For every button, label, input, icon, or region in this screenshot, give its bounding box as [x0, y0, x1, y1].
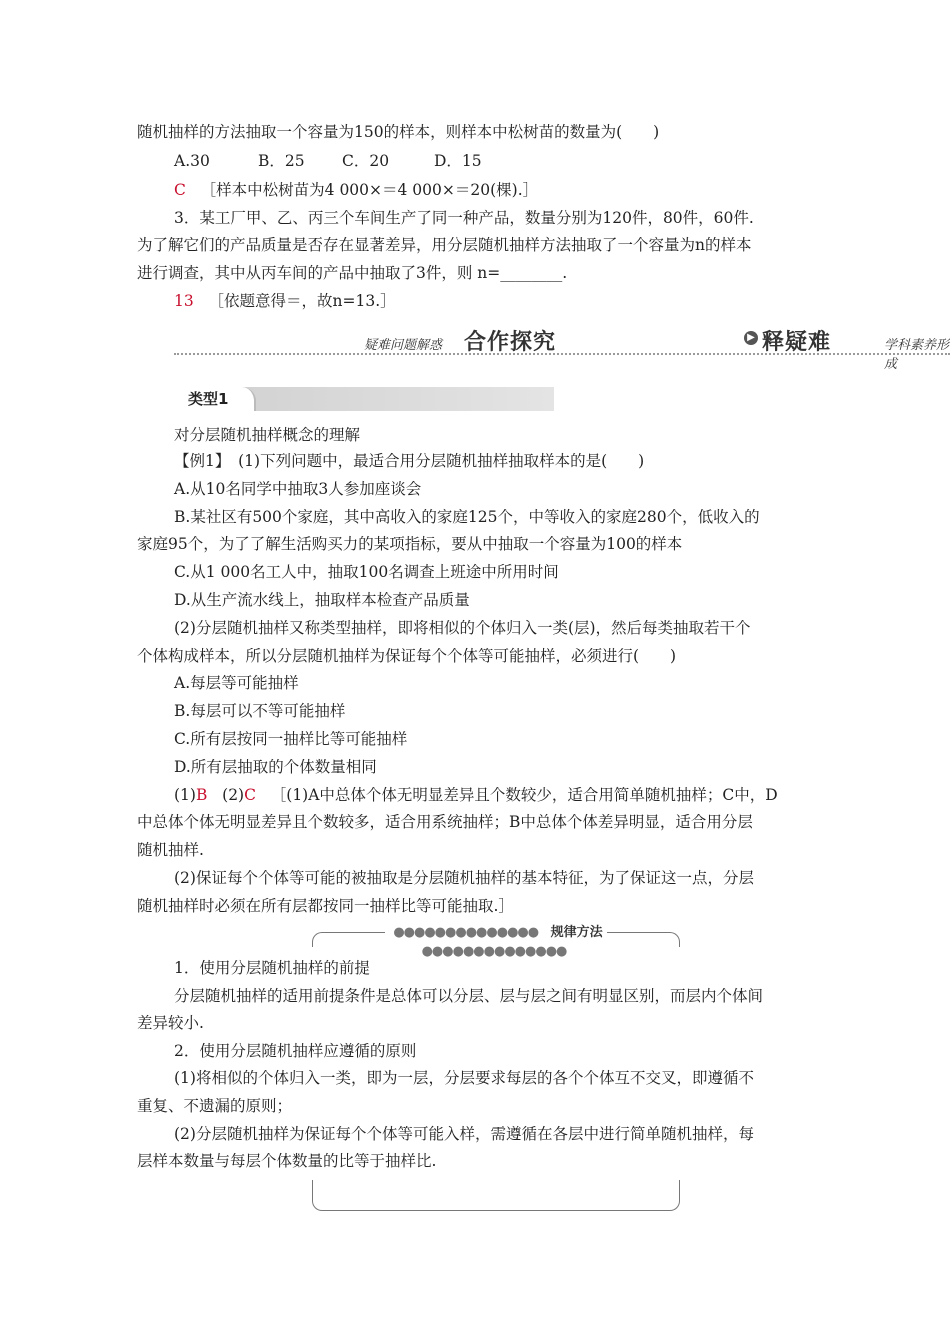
- answer1-label: (1): [174, 786, 196, 804]
- q2-option-b: B．25: [258, 152, 305, 170]
- method-box-top: [312, 925, 680, 959]
- example-option-b-line1: B.某社区有500个家庭，其中高收入的家庭125个，中等收入的家庭280个，低收入的: [174, 508, 760, 526]
- method-line5: (1)将相似的个体归入一类，即为一层，分层要求每层的各个个体互不交叉，即遵循不: [174, 1069, 754, 1087]
- method-line2: 分层随机抽样的适用前提条件是总体可以分层、层与层之间有明显区别，而层内个体间: [174, 987, 764, 1005]
- banner-divider: [174, 353, 950, 355]
- explanation-line5: 随机抽样时必须在所有层都按同一抽样比等可能抽取.］: [137, 897, 514, 915]
- answer2: C: [244, 786, 256, 804]
- method-dots-left: ●●●●●●●●●●●●●●: [389, 925, 542, 940]
- method-dots-right: ●●●●●●●●●●●●●●: [418, 944, 571, 959]
- example-solution-line1: [174, 785, 778, 805]
- explanation-line2: 中总体个体无明显差异且个数较多，适合用系统抽样；B中总体个体差异明显，适合用分层: [137, 813, 753, 831]
- q2-explanation: ［样本中松树苗为4 000×＝4 000×＝20(棵).］: [200, 181, 539, 199]
- method-line8: 层样本数量与每层个体数量的比等于抽样比.: [137, 1152, 437, 1170]
- example-part2-option-d: D.所有层抽取的个体数量相同: [174, 758, 377, 776]
- q3-solution: [174, 291, 396, 311]
- type-tag-bar: [176, 387, 554, 411]
- explanation-line1: ［(1)A中总体个体无明显差异且个数较少，适合用简单随机抽样；C中，D: [270, 786, 778, 804]
- q2-stem: 随机抽样的方法抽取一个容量为150的样本，则样本中松树苗的数量为( ): [137, 123, 660, 141]
- method-line7: (2)分层随机抽样为保证每个个体等可能入样，需遵循在各层中进行简单随机抽样，每: [174, 1125, 754, 1143]
- q2-answer: C: [174, 181, 186, 199]
- example-option-d: D.从生产流水线上，抽取样本检查产品质量: [174, 591, 470, 609]
- q2-options: [174, 151, 482, 171]
- banner-title-part1: 合作探究: [464, 330, 557, 355]
- example-part2-option-a: A.每层等可能抽样: [174, 674, 299, 692]
- answer1: B: [195, 786, 208, 804]
- explanation-line4: (2)保证每个个体等可能的被抽取是分层随机抽样的基本特征，为了保证这一点，分层: [174, 869, 754, 887]
- example-part2-line2: 个体构成样本，所以分层随机抽样为保证每个个体等可能抽样，必须进行( ): [137, 647, 677, 665]
- type-tag-label: 类型1: [176, 387, 256, 411]
- q3-line1: 3．某工厂甲、乙、丙三个车间生产了同一种产品，数量分别为120件，80件，60件.: [174, 209, 754, 227]
- example-head: 【例1】 (1)下列问题中，最适合用分层随机抽样抽取样本的是( ): [174, 452, 645, 470]
- section-banner: [174, 325, 950, 372]
- banner-title-part2: 释疑难: [762, 330, 832, 355]
- answer2-label: (2): [222, 786, 245, 804]
- q3-line3: 进行调查，其中从丙车间的产品中抽取了3件，则 n=________.: [137, 264, 568, 282]
- method-title-row: [385, 925, 606, 959]
- method-line3: 差异较小.: [137, 1014, 204, 1032]
- example-part2-option-b: B.每层可以不等可能抽样: [174, 702, 346, 720]
- banner-right-text: 学科素养形成: [884, 338, 950, 372]
- banner-left-text: 疑难问题解惑: [364, 338, 443, 353]
- q3-answer: 13: [174, 292, 194, 310]
- q2-option-d: D．15: [434, 152, 482, 170]
- q2-option-a: A.30: [174, 152, 210, 170]
- method-line1: 1．使用分层随机抽样的前提: [174, 959, 370, 977]
- explanation-line3: 随机抽样.: [137, 841, 204, 859]
- q3-line2: 为了解它们的产品质量是否存在显著差异，用分层随机抽样方法抽取了一个容量为n的样本: [137, 236, 752, 254]
- example-part2-option-c: C.所有层按同一抽样比等可能抽样: [174, 730, 408, 748]
- method-title: 规律方法: [547, 925, 607, 940]
- q2-solution: [174, 180, 538, 200]
- method-box-bottom: [312, 1180, 680, 1211]
- example-option-b-line2: 家庭95个，为了了解生活购买力的某项指标，要从中抽取一个容量为100的样本: [137, 535, 683, 553]
- section-title: 对分层随机抽样概念的理解: [174, 426, 361, 444]
- example-option-c: C.从1 000名工人中，抽取100名调查上班途中所用时间: [174, 563, 559, 581]
- method-title-wrap: [313, 921, 679, 959]
- example-option-a: A.从10名同学中抽取3人参加座谈会: [174, 480, 422, 498]
- banner-arrow-icon: ▶: [744, 331, 758, 345]
- example-part2-line1: (2)分层随机抽样又称类型抽样，即将相似的个体归入一类(层)，然后每类抽取若干个: [174, 619, 751, 637]
- method-line6: 重复、不遗漏的原则；: [137, 1097, 293, 1115]
- method-line4: 2．使用分层随机抽样应遵循的原则: [174, 1042, 417, 1060]
- q3-explanation: ［依题意得＝，故n=13.］: [208, 292, 396, 310]
- q2-option-c: C．20: [342, 152, 390, 170]
